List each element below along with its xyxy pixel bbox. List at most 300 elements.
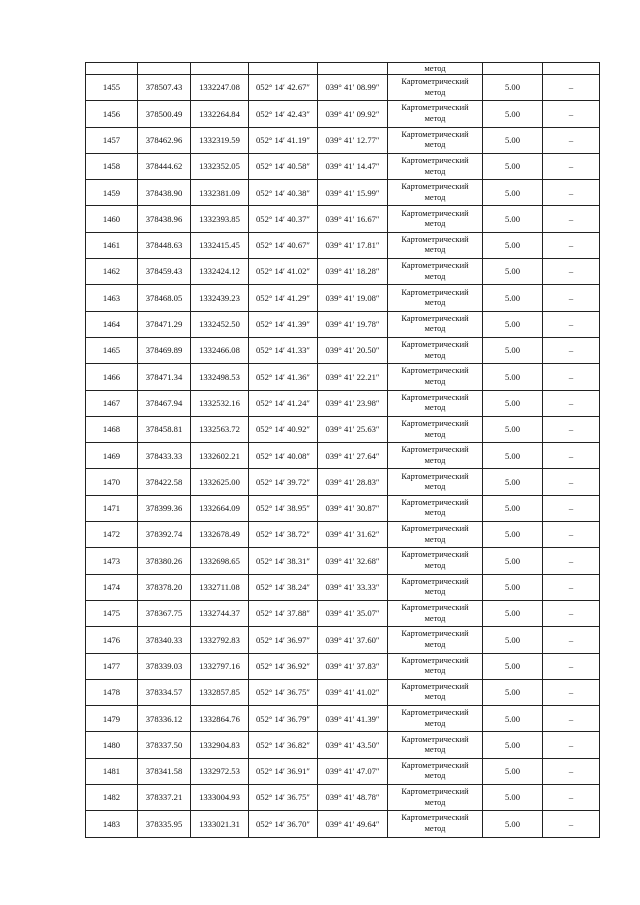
cell-point: 1468 [86,416,138,442]
cell-y: 1332439.23 [191,285,249,311]
cell-accuracy: 5.00 [483,653,543,679]
cell-longitude: 039° 41′ 18.28″ [318,259,388,285]
table-row [86,574,600,600]
cell-method [388,600,483,626]
cell-method [388,390,483,416]
cell-method [388,758,483,784]
cell-point: 1459 [86,180,138,206]
cell-y [191,63,249,75]
cell-x: 378458.81 [138,416,191,442]
cell-method [388,627,483,653]
cell-accuracy: 5.00 [483,758,543,784]
cell-accuracy: 5.00 [483,785,543,811]
cell-longitude: 039° 41′ 32.68″ [318,548,388,574]
method-line-2: метод [424,639,446,649]
method-line-2: метод [424,113,446,123]
table-row [86,469,600,495]
cell-x: 378438.96 [138,206,191,232]
cell-x: 378367.75 [138,600,191,626]
method-line-1: Картометрический [401,708,469,718]
cell-point: 1470 [86,469,138,495]
method-line-1: Картометрический [401,629,469,639]
cell-x: 378471.34 [138,364,191,390]
cell-point: 1457 [86,127,138,153]
cell-point: 1477 [86,653,138,679]
cell-description [543,63,600,75]
cell-method [388,101,483,127]
cell-method [388,285,483,311]
method-line-2: метод [424,797,446,807]
method-line-2: метод [424,429,446,439]
cell-description: – [543,259,600,285]
table-row [86,522,600,548]
cell-point: 1481 [86,758,138,784]
cell-x: 378500.49 [138,101,191,127]
table-row [86,653,600,679]
cell-x: 378378.20 [138,574,191,600]
cell-latitude: 052° 14′ 36.75″ [249,785,318,811]
cell-y: 1332625.00 [191,469,249,495]
method-line-2: метод [424,403,446,413]
cell-method [388,259,483,285]
cell-point: 1460 [86,206,138,232]
method-line-1: Картометрический [401,182,469,192]
cell-longitude: 039° 41′ 17.81″ [318,232,388,258]
cell-latitude: 052° 14′ 38.31″ [249,548,318,574]
cell-accuracy: 5.00 [483,180,543,206]
cell-x: 378459.43 [138,259,191,285]
cell-y: 1332797.16 [191,653,249,679]
cell-y: 1332424.12 [191,259,249,285]
cell-method [388,495,483,521]
table-row [86,259,600,285]
cell-description: – [543,706,600,732]
cell-y: 1332466.08 [191,337,249,363]
method-line-2: метод [424,140,446,150]
cell-y: 1332904.83 [191,732,249,758]
cell-y: 1332602.21 [191,443,249,469]
method-line-1: Картометрический [401,234,469,244]
table-row [86,285,600,311]
cell-longitude: 039° 41′ 23.98″ [318,390,388,416]
cell-point: 1461 [86,232,138,258]
cell-latitude: 052° 14′ 40.08″ [249,443,318,469]
cell-y: 1332381.09 [191,180,249,206]
cell-x: 378334.57 [138,679,191,705]
method-line-1: Картометрический [401,156,469,166]
cell-x: 378340.33 [138,627,191,653]
method-line-2: метод [424,587,446,597]
cell-method [388,574,483,600]
cell-latitude: 052° 14′ 39.72″ [249,469,318,495]
cell-longitude: 039° 41′ 37.83″ [318,653,388,679]
cell-longitude: 039° 41′ 14.47″ [318,153,388,179]
method-line-2: метод [424,350,446,360]
method-line-2: метод [424,192,446,202]
method-line-1: Картометрический [401,734,469,744]
cell-description: – [543,364,600,390]
cell-point: 1479 [86,706,138,732]
cell-accuracy: 5.00 [483,811,543,837]
table-row [86,206,600,232]
cell-accuracy [483,63,543,75]
cell-method [388,416,483,442]
cell-description: – [543,232,600,258]
cell-point: 1474 [86,574,138,600]
cell-point: 1475 [86,600,138,626]
method-line-2: метод [424,508,446,518]
method-line-2: метод [424,560,446,570]
cell-latitude: 052° 14′ 41.29″ [249,285,318,311]
cell-longitude: 039° 41′ 47.07″ [318,758,388,784]
cell-point: 1469 [86,443,138,469]
cell-x: 378507.43 [138,75,191,101]
table-row [86,758,600,784]
cell-method [388,548,483,574]
cell-method [388,153,483,179]
method-line-2: метод [424,482,446,492]
cell-y: 1333021.31 [191,811,249,837]
cell-latitude: 052° 14′ 41.19″ [249,127,318,153]
cell-accuracy: 5.00 [483,706,543,732]
cell-x: 378337.21 [138,785,191,811]
cell-longitude: 039° 41′ 15.99″ [318,180,388,206]
cell-point: 1462 [86,259,138,285]
method-line-1: Картометрический [401,760,469,770]
cell-accuracy: 5.00 [483,364,543,390]
cell-y: 1332264.84 [191,101,249,127]
cell-x: 378433.33 [138,443,191,469]
cell-x: 378471.29 [138,311,191,337]
method-line-2: метод [424,271,446,281]
cell-latitude: 052° 14′ 40.58″ [249,153,318,179]
cell-description: – [543,390,600,416]
method-line-1: Картометрический [401,813,469,823]
cell-description: – [543,627,600,653]
cell-x: 378438.90 [138,180,191,206]
table-row [86,811,600,837]
cell-x: 378399.36 [138,495,191,521]
cell-y: 1332319.59 [191,127,249,153]
cell-accuracy: 5.00 [483,522,543,548]
cell-accuracy: 5.00 [483,153,543,179]
cell-longitude: 039° 41′ 12.77″ [318,127,388,153]
cell-x: 378468.05 [138,285,191,311]
table-row [86,390,600,416]
cell-description: – [543,574,600,600]
cell-description: – [543,522,600,548]
table-row [86,548,600,574]
cell-accuracy: 5.00 [483,548,543,574]
cell-latitude: 052° 14′ 36.91″ [249,758,318,784]
cell-description: – [543,337,600,363]
cell-method [388,443,483,469]
cell-description: – [543,653,600,679]
table-row [86,679,600,705]
method-line-2: метод [424,745,446,755]
method-line-1: Картометрический [401,550,469,560]
cell-method [388,206,483,232]
cell-accuracy: 5.00 [483,627,543,653]
cell-description: – [543,811,600,837]
cell-latitude [249,63,318,75]
cell-accuracy: 5.00 [483,337,543,363]
cell-y: 1332415.45 [191,232,249,258]
cell-description: – [543,75,600,101]
cell-longitude: 039° 41′ 19.78″ [318,311,388,337]
method-line-2: метод [424,666,446,676]
cell-point: 1472 [86,522,138,548]
cell-longitude: 039° 41′ 30.87″ [318,495,388,521]
cell-point [86,63,138,75]
method-line-1: Картометрический [401,77,469,87]
cell-longitude: 039° 41′ 49.64″ [318,811,388,837]
method-line-2: метод [424,718,446,728]
cell-point: 1483 [86,811,138,837]
cell-latitude: 052° 14′ 41.02″ [249,259,318,285]
cell-longitude: 039° 41′ 19.08″ [318,285,388,311]
cell-y: 1332857.85 [191,679,249,705]
method-line-1: Картометрический [401,340,469,350]
cell-description: – [543,443,600,469]
cell-longitude: 039° 41′ 31.62″ [318,522,388,548]
cell-longitude: 039° 41′ 35.07″ [318,600,388,626]
cell-description: – [543,469,600,495]
cell-description: – [543,732,600,758]
table-body [86,63,600,838]
method-line-2: метод [424,245,446,255]
cell-x: 378341.58 [138,758,191,784]
cell-latitude: 052° 14′ 42.67″ [249,75,318,101]
cell-longitude: 039° 41′ 37.60″ [318,627,388,653]
cell-method [388,232,483,258]
table-row [86,337,600,363]
method-line-2: метод [424,219,446,229]
method-line-2: метод [424,166,446,176]
cell-point: 1456 [86,101,138,127]
cell-latitude: 052° 14′ 37.88″ [249,600,318,626]
cell-method [388,469,483,495]
cell-accuracy: 5.00 [483,600,543,626]
cell-y: 1332498.53 [191,364,249,390]
cell-x [138,63,191,75]
cell-latitude: 052° 14′ 40.92″ [249,416,318,442]
method-line-1: Картометрический [401,576,469,586]
cell-description: – [543,285,600,311]
cell-accuracy: 5.00 [483,101,543,127]
cell-latitude: 052° 14′ 41.36″ [249,364,318,390]
cell-method [388,127,483,153]
method-line-1: Картометрический [401,261,469,271]
cell-latitude: 052° 14′ 36.82″ [249,732,318,758]
cell-method [388,785,483,811]
cell-x: 378392.74 [138,522,191,548]
cell-description: – [543,495,600,521]
cell-x: 378467.94 [138,390,191,416]
table-row [86,627,600,653]
cell-y: 1332711.08 [191,574,249,600]
cell-method: метод [388,63,483,75]
table-row [86,153,600,179]
cell-accuracy: 5.00 [483,127,543,153]
cell-y: 1332792.83 [191,627,249,653]
cell-y: 1333004.93 [191,785,249,811]
cell-longitude: 039° 41′ 48.78″ [318,785,388,811]
cell-longitude: 039° 41′ 20.50″ [318,337,388,363]
cell-accuracy: 5.00 [483,206,543,232]
cell-longitude: 039° 41′ 27.64″ [318,443,388,469]
cell-longitude: 039° 41′ 41.02″ [318,679,388,705]
method-line-2: метод [424,324,446,334]
cell-description: – [543,206,600,232]
method-line-1: Картометрический [401,419,469,428]
cell-latitude: 052° 14′ 40.38″ [249,180,318,206]
table-row [86,495,600,521]
method-line-1: Картометрический [401,445,469,455]
method-line-2: метод [424,823,446,833]
cell-point: 1471 [86,495,138,521]
table-row [86,101,600,127]
table-row [86,311,600,337]
cell-method [388,679,483,705]
table-row [86,127,600,153]
method-line-2: метод [424,771,446,781]
method-line-1: Картометрический [401,366,469,376]
cell-y: 1332744.37 [191,600,249,626]
cell-point: 1482 [86,785,138,811]
cell-y: 1332532.16 [191,390,249,416]
cell-point: 1480 [86,732,138,758]
method-line-1: Картометрический [401,208,469,218]
cell-method [388,653,483,679]
table-row [86,732,600,758]
cell-point: 1467 [86,390,138,416]
cell-latitude: 052° 14′ 40.67″ [249,232,318,258]
table-row-continued [86,63,600,75]
cell-method [388,180,483,206]
cell-accuracy: 5.00 [483,495,543,521]
cell-method [388,364,483,390]
cell-accuracy: 5.00 [483,75,543,101]
cell-point: 1466 [86,364,138,390]
cell-longitude: 039° 41′ 22.21″ [318,364,388,390]
cell-y: 1332393.85 [191,206,249,232]
cell-description: – [543,101,600,127]
cell-accuracy: 5.00 [483,416,543,442]
cell-y: 1332972.53 [191,758,249,784]
cell-point: 1458 [86,153,138,179]
cell-accuracy: 5.00 [483,443,543,469]
cell-description: – [543,153,600,179]
cell-description: – [543,127,600,153]
method-line-1: Картометрический [401,129,469,139]
cell-description: – [543,416,600,442]
cell-point: 1463 [86,285,138,311]
method-line-2: метод [424,692,446,702]
method-line-1: Картометрический [401,471,469,481]
cell-description: – [543,758,600,784]
cell-method [388,811,483,837]
cell-point: 1455 [86,75,138,101]
cell-point: 1465 [86,337,138,363]
cell-x: 378448.63 [138,232,191,258]
cell-latitude: 052° 14′ 41.33″ [249,337,318,363]
method-line-1: Картометрический [401,655,469,665]
cell-x: 378336.12 [138,706,191,732]
cell-description: – [543,679,600,705]
method-line-2: метод [424,298,446,308]
cell-latitude: 052° 14′ 41.39″ [249,311,318,337]
cell-longitude: 039° 41′ 41.39″ [318,706,388,732]
cell-latitude: 052° 14′ 41.24″ [249,390,318,416]
cell-longitude: 039° 41′ 33.33″ [318,574,388,600]
cell-point: 1476 [86,627,138,653]
cell-description: – [543,180,600,206]
cell-latitude: 052° 14′ 38.95″ [249,495,318,521]
cell-longitude: 039° 41′ 43.50″ [318,732,388,758]
cell-longitude [318,63,388,75]
coordinates-table [85,62,600,838]
cell-longitude: 039° 41′ 08.99″ [318,75,388,101]
cell-accuracy: 5.00 [483,232,543,258]
cell-x: 378469.89 [138,337,191,363]
table-row [86,443,600,469]
table-row [86,600,600,626]
cell-y: 1332247.08 [191,75,249,101]
cell-y: 1332678.49 [191,522,249,548]
cell-description: – [543,311,600,337]
method-line-2: метод [424,455,446,465]
coordinates-page [85,62,599,838]
method-line-1: Картометрический [401,787,469,797]
cell-longitude: 039° 41′ 16.67″ [318,206,388,232]
cell-method [388,732,483,758]
table-row [86,75,600,101]
cell-point: 1478 [86,679,138,705]
table-row [86,706,600,732]
cell-y: 1332452.50 [191,311,249,337]
table-row [86,180,600,206]
cell-longitude: 039° 41′ 09.92″ [318,101,388,127]
method-line-1: Картометрический [401,287,469,297]
cell-method [388,337,483,363]
method-line-1: Картометрический [401,103,469,113]
method-line-2: метод [424,376,446,386]
cell-method [388,706,483,732]
cell-x: 378380.26 [138,548,191,574]
table-row [86,232,600,258]
cell-y: 1332352.05 [191,153,249,179]
method-line-2: метод [424,613,446,623]
cell-x: 378444.62 [138,153,191,179]
cell-latitude: 052° 14′ 36.70″ [249,811,318,837]
cell-y: 1332864.76 [191,706,249,732]
cell-description: – [543,600,600,626]
method-line-1: Картометрический [401,392,469,402]
method-line-1: Картометрический [401,497,469,507]
cell-accuracy: 5.00 [483,259,543,285]
cell-point: 1464 [86,311,138,337]
cell-method [388,75,483,101]
cell-y: 1332698.65 [191,548,249,574]
cell-latitude: 052° 14′ 38.24″ [249,574,318,600]
cell-description: – [543,785,600,811]
cell-latitude: 052° 14′ 36.79″ [249,706,318,732]
method-line-1: Картометрический [401,603,469,613]
cell-accuracy: 5.00 [483,574,543,600]
cell-longitude: 039° 41′ 25.63″ [318,416,388,442]
cell-point: 1473 [86,548,138,574]
